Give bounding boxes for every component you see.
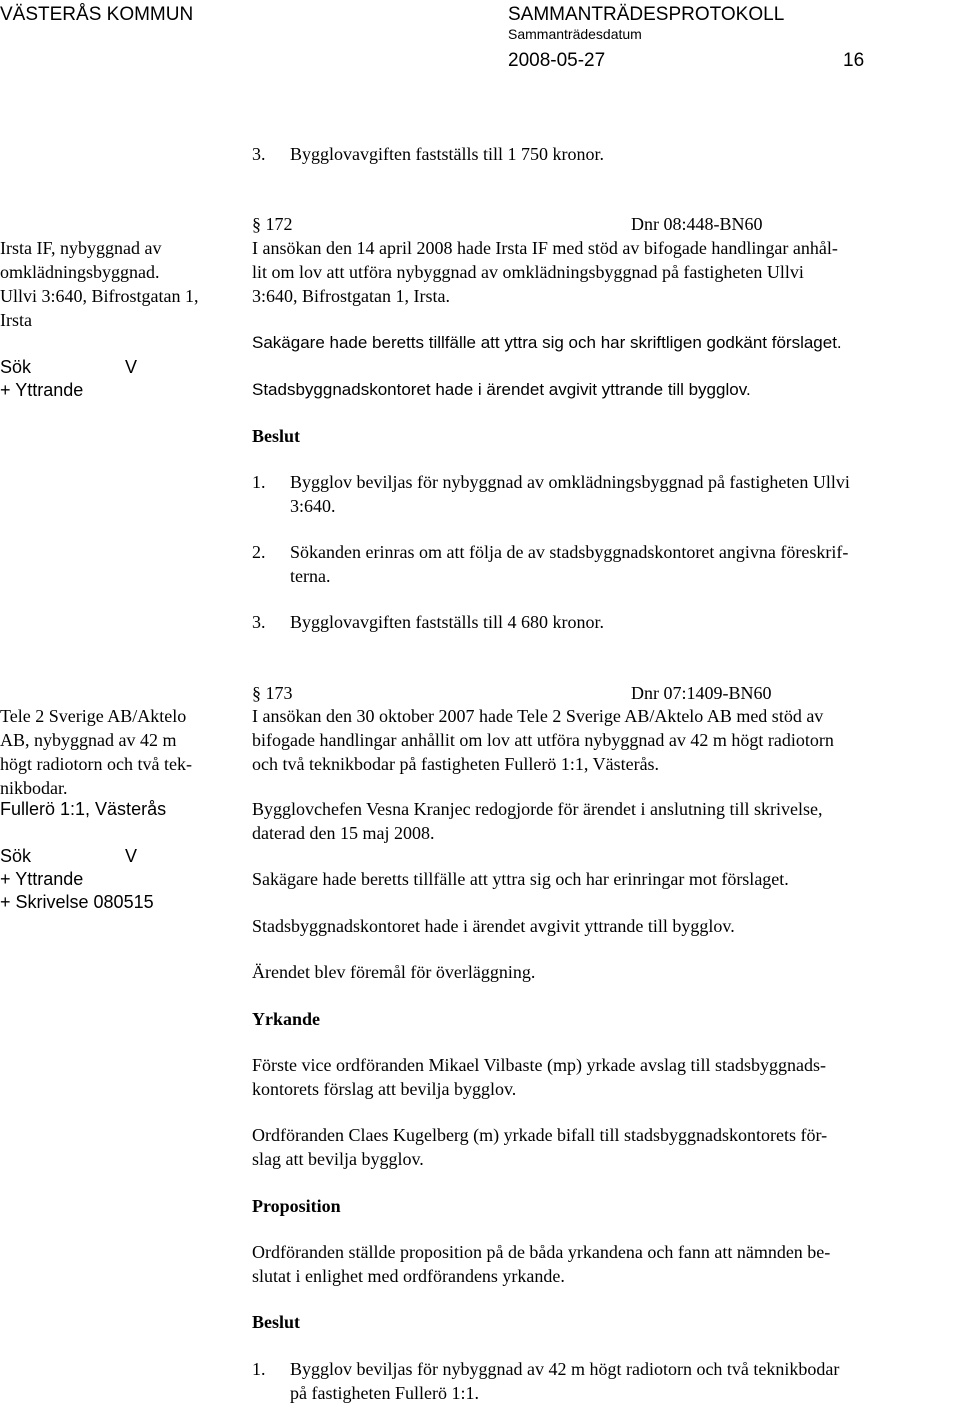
prev-decision-text: Bygglovavgiften fastställs till 1 750 kronor. (290, 144, 604, 164)
decision-num: 3. (252, 612, 266, 632)
case-173-beslut-heading: Beslut (252, 1312, 301, 1332)
yrkande-line: kontorets förslag att bevilja bygglov. (252, 1079, 517, 1099)
case-173-side-line: nikbodar. (0, 778, 68, 798)
case-173-sakagare: Sakägare hade beretts tillfälle att yttra sig och har erinringar mot förslaget. (252, 869, 789, 889)
paragraph-173-number: 173 (265, 683, 293, 703)
case-173-side-line: Tele 2 Sverige AB/Aktelo (0, 706, 187, 726)
case-173-side-skrivelse: + Skrivelse 080515 (0, 892, 154, 912)
case-173-yrkande-heading: Yrkande (252, 1009, 321, 1029)
case-172-side-yttrande: + Yttrande (0, 380, 84, 400)
case-173-yrkande-1 (252, 1053, 826, 1101)
case-172-body (252, 236, 838, 308)
proposition-line: slutat i enlighet med ordförandens yrkande. (252, 1266, 565, 1286)
case-173-yrkande-2 (252, 1123, 827, 1171)
case-173-side-title (0, 704, 192, 800)
case-172-decision-1 (252, 470, 850, 518)
header-doc-type: SAMMANTRÄDESPROTOKOLL (508, 4, 785, 25)
case-172-side-sok: Sök (0, 357, 32, 377)
header-date-label: Sammanträdesdatum (508, 26, 642, 42)
case-173-side-v: V (125, 846, 138, 866)
case-173-overlaggning: Ärendet blev föremål för överläggning. (252, 962, 536, 982)
paragraph-172-symbol: § 172 (252, 214, 293, 234)
case-172-beslut-heading: Beslut (252, 426, 301, 446)
case-173-side-sok: Sök (0, 846, 32, 866)
case-173-proposition (252, 1240, 830, 1288)
decision-text: Bygglov beviljas för nybyggnad av 42 m högt radiotorn och två teknikbodar (290, 1359, 840, 1379)
case-173-decision-1 (252, 1357, 839, 1405)
case-173-side-line: AB, nybyggnad av 42 m (0, 730, 177, 750)
case-173-body-line: I ansökan den 30 oktober 2007 hade Tele 2 Sverige AB/Aktelo AB med stöd av (252, 706, 824, 726)
case-173-proposition-heading: Proposition (252, 1196, 341, 1216)
case-173-body-line: och två teknikbodar på fastigheten Fullerö 1:1, Västerås. (252, 754, 660, 774)
case-172-sakagare: Sakägare hade beretts tillfälle att yttra sig och har skriftligen godkänt förslaget. (252, 333, 842, 352)
proposition-line: Ordföranden ställde proposition på de båda yrkandena och fann att nämnden be- (252, 1242, 831, 1262)
decision-text: på fastigheten Fullerö 1:1. (290, 1383, 479, 1403)
case-172-side-line: Irsta (0, 310, 32, 330)
header-date: 2008-05-27 (508, 50, 606, 71)
case-172-side-v: V (125, 357, 138, 377)
decision-text: Bygglov beviljas för nybyggnad av omklädningsbyggnad på fastigheten Ullvi (290, 472, 850, 492)
decision-num: 2. (252, 542, 266, 562)
case-172-decision-2 (252, 540, 848, 588)
case-172-stadsbyggnad: Stadsbyggnadskontoret hade i ärendet avgivit yttrande till bygglov. (252, 380, 751, 399)
case-173-body (252, 704, 834, 776)
decision-text: 3:640. (290, 496, 336, 516)
decision-text: Sökanden erinras om att följa de av stadsbyggnadskontoret angivna föreskrif- (290, 542, 849, 562)
case-173-side-yttrande: + Yttrande (0, 869, 84, 889)
case-173-stadsbyggnad: Stadsbyggnadskontoret hade i ärendet avgivit yttrande till bygglov. (252, 916, 735, 936)
paragraph-173-symbol: § 173 (252, 683, 293, 703)
prev-decision-num: 3. (252, 144, 266, 164)
case-172-side-line: Irsta IF, nybyggnad av (0, 238, 162, 258)
case-173-bygglovchefen-line: Bygglovchefen Vesna Kranjec redogjorde för ärendet i anslutning till skrivelse, (252, 799, 823, 819)
header-org: VÄSTERÅS KOMMUN (0, 4, 194, 25)
case-172-side-line: Ullvi 3:640, Bifrostgatan 1, (0, 286, 199, 306)
yrkande-line: Förste vice ordföranden Mikael Vilbaste (mp) yrkade avslag till stadsbyggnads- (252, 1055, 826, 1075)
case-172-dnr: Dnr 08:448-BN60 (631, 214, 763, 234)
case-172-body-line: I ansökan den 14 april 2008 hade Irsta IF med stöd av bifogade handlingar anhål- (252, 238, 838, 258)
prev-decision-item (252, 142, 604, 166)
yrkande-line: Ordföranden Claes Kugelberg (m) yrkade bifall till stadsbyggnadskontorets för- (252, 1125, 828, 1145)
yrkande-line: slag att bevilja bygglov. (252, 1149, 424, 1169)
case-173-side-property: Fullerö 1:1, Västerås (0, 799, 167, 819)
header-page-number: 16 (843, 50, 865, 71)
case-172-body-line: lit om lov att utföra nybyggnad av omklädningsbyggnad på fastigheten Ullvi (252, 262, 804, 282)
case-173-bygglovchefen (252, 797, 823, 845)
case-172-decision-3 (252, 610, 604, 634)
decision-text: Bygglovavgiften fastställs till 4 680 kronor. (290, 612, 604, 632)
case-173-dnr: Dnr 07:1409-BN60 (631, 683, 772, 703)
case-172-side-line: omklädningsbyggnad. (0, 262, 160, 282)
case-172-body-line: 3:640, Bifrostgatan 1, Irsta. (252, 286, 450, 306)
case-172-side-title (0, 236, 198, 332)
decision-num: 1. (252, 1359, 266, 1379)
paragraph-172-number: 172 (265, 214, 293, 234)
case-173-body-line: bifogade handlingar anhållit om lov att utföra nybyggnad av 42 m högt radiotorn (252, 730, 834, 750)
case-173-bygglovchefen-line: daterad den 15 maj 2008. (252, 823, 435, 843)
decision-num: 1. (252, 472, 266, 492)
decision-text: terna. (290, 566, 331, 586)
case-173-side-line: högt radiotorn och två tek- (0, 754, 192, 774)
